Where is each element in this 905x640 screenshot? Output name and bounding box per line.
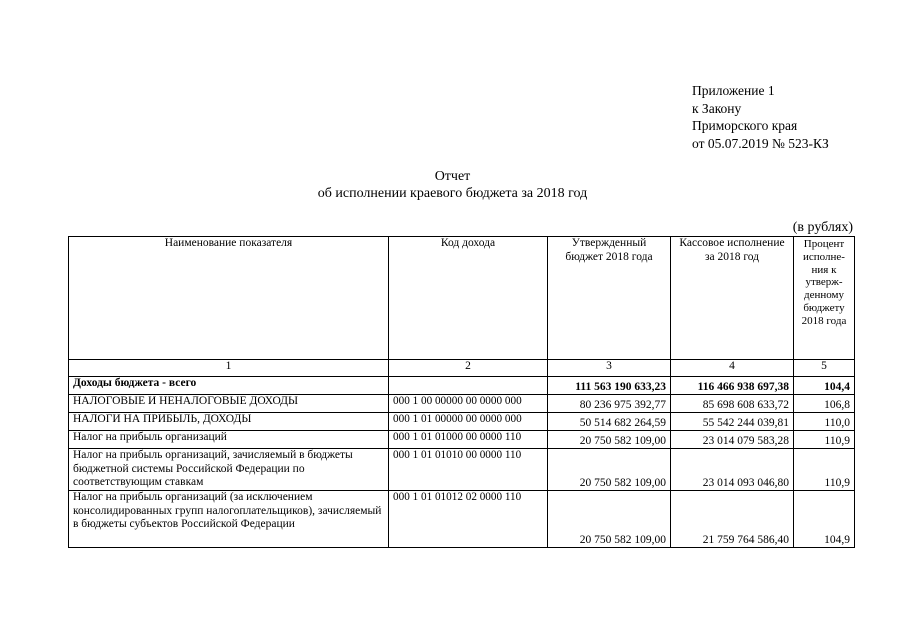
- table-row: [69, 377, 855, 395]
- table-row: [69, 431, 855, 449]
- column-number-row: [69, 360, 855, 377]
- row-approved: 20 750 582 109,00: [548, 491, 671, 548]
- row-percent: 110,9: [794, 449, 855, 491]
- row-name: НАЛОГИ НА ПРИБЫЛЬ, ДОХОДЫ: [69, 413, 389, 431]
- row-approved: 80 236 975 392,77: [548, 395, 671, 413]
- report-title-line1: Отчет: [434, 169, 471, 184]
- row-name: Доходы бюджета - всего: [69, 377, 389, 395]
- col-number: 3: [548, 360, 671, 377]
- appendix-line: от 05.07.2019 № 523-КЗ: [692, 135, 829, 151]
- col-number: 4: [671, 360, 794, 377]
- header-name: Наименование показателя: [69, 237, 389, 360]
- table-row: [69, 449, 855, 491]
- row-name: НАЛОГОВЫЕ И НЕНАЛОГОВЫЕ ДОХОДЫ: [69, 395, 389, 413]
- row-approved: 111 563 190 633,23: [548, 377, 671, 395]
- row-cash: 85 698 608 633,72: [671, 395, 794, 413]
- row-percent: 104,9: [794, 491, 855, 548]
- row-code: 000 1 01 00000 00 0000 000: [389, 413, 548, 431]
- row-cash: 116 466 938 697,38: [671, 377, 794, 395]
- appendix-line: к Закону: [692, 100, 742, 116]
- row-name: Налог на прибыль организаций (за исключением консолидированных групп налогоплательщиков), зачисляемый в бюджеты субъектов Российской Федерации: [69, 491, 389, 548]
- row-name: Налог на прибыль организаций: [69, 431, 389, 449]
- header-code: Код дохода: [389, 237, 548, 360]
- row-percent: 104,4: [794, 377, 855, 395]
- appendix-line: Приложение 1: [692, 83, 775, 98]
- appendix-note: [692, 82, 829, 152]
- row-code: 000 1 00 00000 00 0000 000: [389, 395, 548, 413]
- table-row: [69, 491, 855, 548]
- header-approved: Утвержденный бюджет 2018 года: [548, 237, 671, 360]
- table-row: [69, 395, 855, 413]
- row-approved: 20 750 582 109,00: [548, 431, 671, 449]
- row-cash: 23 014 093 046,80: [671, 449, 794, 491]
- col-number: 1: [69, 360, 389, 377]
- report-title: [0, 168, 905, 202]
- row-code: 000 1 01 01010 00 0000 110: [389, 449, 548, 491]
- col-number: 2: [389, 360, 548, 377]
- row-name: Налог на прибыль организаций, зачисляемый в бюджеты бюджетной системы Российской Федерации по соответствующим ставкам: [69, 449, 389, 491]
- row-percent: 106,8: [794, 395, 855, 413]
- row-code: [389, 377, 548, 395]
- col-number: 5: [794, 360, 855, 377]
- appendix-line: Приморского края: [692, 118, 798, 133]
- table-row: [69, 413, 855, 431]
- row-approved: 20 750 582 109,00: [548, 449, 671, 491]
- row-percent: 110,9: [794, 431, 855, 449]
- row-approved: 50 514 682 264,59: [548, 413, 671, 431]
- row-percent: 110,0: [794, 413, 855, 431]
- row-code: 000 1 01 01012 02 0000 110: [389, 491, 548, 548]
- budget-table: [68, 236, 855, 548]
- row-cash: 23 014 079 583,28: [671, 431, 794, 449]
- header-cash: Кассовое исполнение за 2018 год: [671, 237, 794, 360]
- header-percent: Процент исполне-ния к утверж-денному бюджету 2018 года: [794, 237, 855, 360]
- unit-label: (в рублях): [792, 220, 853, 235]
- report-title-line2: об исполнении краевого бюджета за 2018 год: [317, 186, 588, 201]
- row-cash: 55 542 244 039,81: [671, 413, 794, 431]
- row-code: 000 1 01 01000 00 0000 110: [389, 431, 548, 449]
- header-row: [69, 237, 855, 360]
- row-cash: 21 759 764 586,40: [671, 491, 794, 548]
